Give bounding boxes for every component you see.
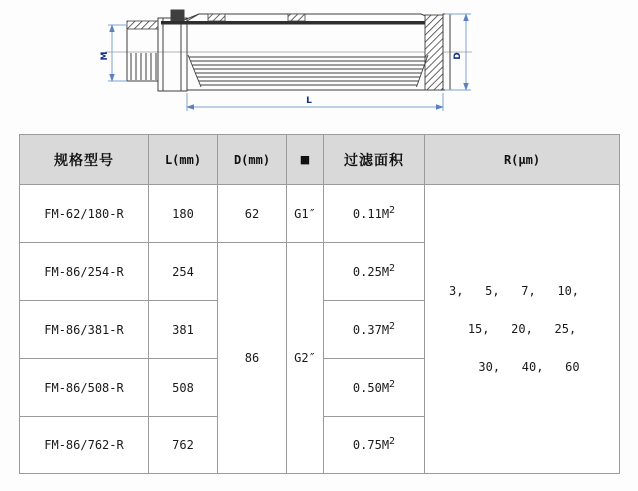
- area-superscript: 2: [389, 378, 396, 390]
- micron-line-1: 3, 5, 7, 10,: [448, 284, 580, 298]
- header-model: 规格型号: [20, 135, 149, 185]
- cell-length: 762: [149, 417, 218, 474]
- cell-micron-ratings: [425, 185, 620, 474]
- cell-diameter-merged: 86: [218, 243, 287, 474]
- cell-model: FM-86/381-R: [20, 301, 149, 359]
- header-row: [20, 135, 620, 185]
- area-value: 0.11M: [352, 206, 390, 221]
- cell-filter-area: [324, 243, 425, 301]
- cell-length: 254: [149, 243, 218, 301]
- cell-model: FM-86/254-R: [20, 243, 149, 301]
- cell-length: 381: [149, 301, 218, 359]
- micron-line-3: 30, 40, 60: [478, 360, 580, 374]
- header-micron-rating: R(μm): [425, 135, 620, 185]
- area-value: 0.37M: [352, 322, 390, 337]
- dim-label-m: M: [100, 51, 110, 61]
- cell-diameter: 62: [218, 185, 287, 243]
- area-superscript: 2: [389, 320, 396, 332]
- header-length: L(mm): [149, 135, 218, 185]
- cell-filter-area: [324, 185, 425, 243]
- table-row: [20, 185, 620, 243]
- cell-filter-area: [324, 417, 425, 474]
- dim-label-d: D: [453, 52, 463, 60]
- weld-hatch-1: [208, 14, 225, 21]
- area-superscript: 2: [389, 262, 396, 274]
- cell-length: 180: [149, 185, 218, 243]
- nipple-body: [127, 26, 158, 81]
- weld-hatch-2: [288, 14, 305, 21]
- pleat-lines: [188, 55, 428, 87]
- part-outline: [127, 10, 450, 91]
- cell-filter-area: [324, 359, 425, 417]
- micron-line-2: 15, 20, 25,: [467, 322, 577, 336]
- area-superscript: 2: [389, 204, 396, 216]
- thread-lines: [131, 53, 156, 80]
- area-superscript: 2: [389, 436, 396, 447]
- area-value: 0.50M: [352, 380, 390, 395]
- thread-hatch: [127, 21, 158, 29]
- dimension-m: [108, 25, 127, 81]
- cell-model: FM-86/762-R: [20, 417, 149, 474]
- dim-label-l: L: [306, 96, 312, 106]
- header-diameter: D(mm): [218, 135, 287, 185]
- cell-thread-merged: G2″: [287, 243, 324, 474]
- seam-band: [161, 21, 443, 25]
- dimension-l: [187, 93, 443, 111]
- end-flange: [158, 18, 187, 91]
- cell-length: 508: [149, 359, 218, 417]
- cell-filter-area: [324, 301, 425, 359]
- cell-model: FM-86/508-R: [20, 359, 149, 417]
- cell-model: FM-62/180-R: [20, 185, 149, 243]
- area-value: 0.25M: [352, 264, 390, 279]
- filter-element-drawing: [0, 0, 638, 130]
- end-cap-hatch: [425, 15, 443, 90]
- area-value: 0.75M: [352, 438, 390, 452]
- header-filter-area: 过滤面积: [324, 135, 425, 185]
- cap-detail: [171, 10, 184, 21]
- spec-table: [19, 134, 620, 474]
- header-thread: ■: [287, 135, 324, 185]
- cell-thread: G1″: [287, 185, 324, 243]
